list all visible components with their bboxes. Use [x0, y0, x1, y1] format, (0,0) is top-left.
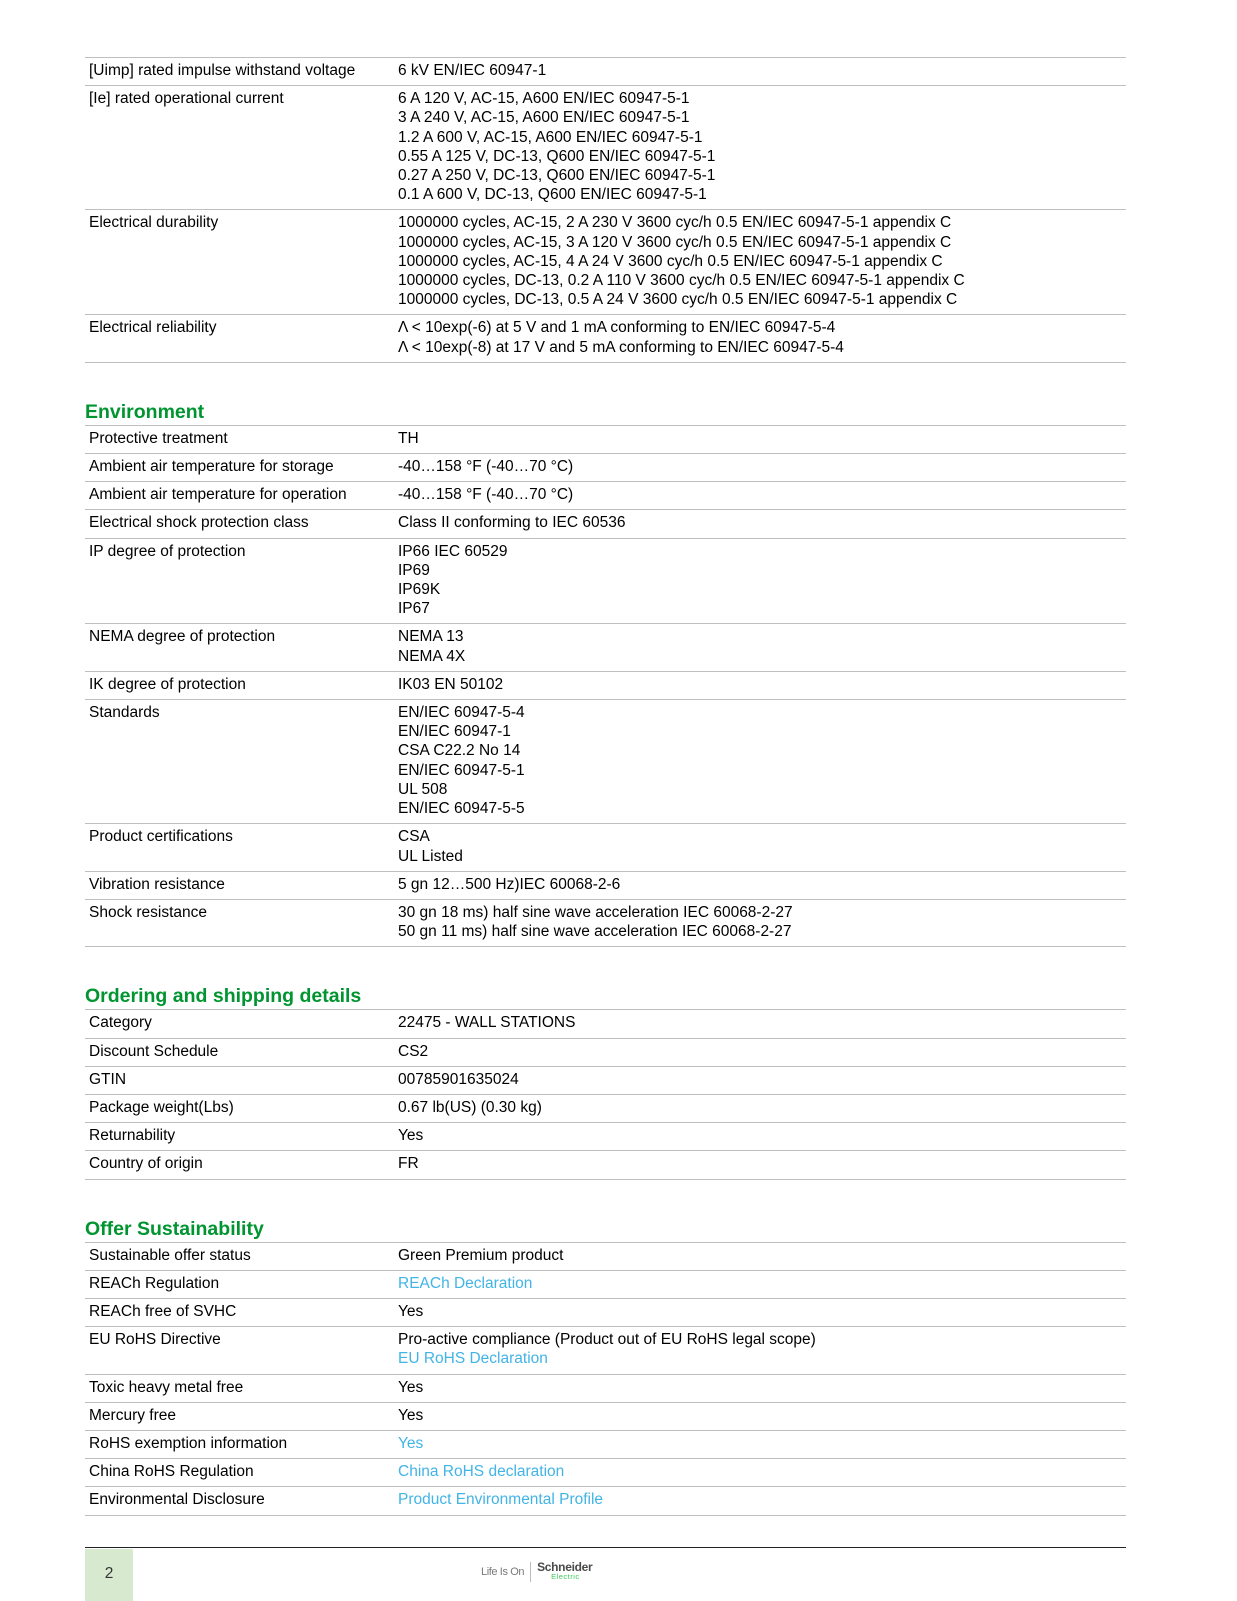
page-footer — [85, 1547, 1126, 1601]
row-label: Electrical shock protection class — [85, 510, 394, 538]
table-row — [85, 1298, 1126, 1326]
row-value — [394, 425, 1126, 453]
brand-logo — [481, 1562, 592, 1582]
value-line: NEMA 13 — [398, 628, 464, 646]
table-row — [85, 1270, 1126, 1298]
row-value — [394, 1038, 1126, 1066]
table-row — [85, 58, 1126, 86]
row-value — [394, 700, 1126, 824]
row-label: RoHS exemption information — [85, 1430, 394, 1458]
table-row — [85, 700, 1126, 824]
value-line: Pro-active compliance (Product out of EU RoHS legal scope) — [398, 1331, 816, 1349]
row-label: Electrical durability — [85, 210, 394, 315]
value-line: Yes — [398, 1378, 424, 1396]
table-row — [85, 1151, 1126, 1179]
row-label: Discount Schedule — [85, 1038, 394, 1066]
spec-table-sustainability — [85, 1242, 1126, 1516]
section-title-ordering: Ordering and shipping details — [85, 985, 362, 1008]
logo-line2: Electric — [551, 1572, 580, 1581]
row-label: Ambient air temperature for operation — [85, 482, 394, 510]
value-line: Yes — [398, 1302, 424, 1320]
value-line: 22475 - WALL STATIONS — [398, 1014, 576, 1032]
table-row — [85, 899, 1126, 946]
value-line: 1.2 A 600 V, AC-15, A600 EN/IEC 60947-5-1 — [398, 128, 703, 146]
row-value — [394, 1487, 1126, 1515]
row-value — [394, 1402, 1126, 1430]
row-label: REACh free of SVHC — [85, 1298, 394, 1326]
value-line: IP66 IEC 60529 — [398, 542, 508, 560]
value-line: EN/IEC 60947-5-4 — [398, 704, 525, 722]
table-row — [85, 86, 1126, 210]
section-title-environment: Environment — [85, 400, 205, 423]
spec-table-top — [85, 57, 1126, 363]
value-line: IP69K — [398, 581, 441, 599]
value-line: 1000000 cycles, AC-15, 3 A 120 V 3600 cyc/h 0.5 EN/IEC 60947-5-1 appendix C — [398, 233, 952, 251]
row-label: Toxic heavy metal free — [85, 1374, 394, 1402]
value-line: CS2 — [398, 1042, 429, 1060]
value-line: IK03 EN 50102 — [398, 675, 504, 693]
row-label: Ambient air temperature for storage — [85, 454, 394, 482]
table-row — [85, 1327, 1126, 1374]
table-row — [85, 1242, 1126, 1270]
value-line: TH — [398, 429, 419, 447]
value-line: EN/IEC 60947-5-1 — [398, 761, 525, 779]
row-value — [394, 86, 1126, 210]
tagline: Life Is On — [481, 1562, 531, 1582]
row-label: EU RoHS Directive — [85, 1327, 394, 1374]
section-title-sustainability: Offer Sustainability — [85, 1217, 264, 1240]
table-row — [85, 1066, 1126, 1094]
row-value — [394, 1242, 1126, 1270]
row-label: NEMA degree of protection — [85, 624, 394, 671]
value-link[interactable]: Yes — [398, 1434, 424, 1452]
table-row — [85, 624, 1126, 671]
row-value — [394, 482, 1126, 510]
value-line: IP67 — [398, 600, 430, 618]
table-row — [85, 824, 1126, 871]
row-value — [394, 1374, 1126, 1402]
table-row — [85, 454, 1126, 482]
row-value — [394, 1151, 1126, 1179]
value-line: 50 gn 11 ms) half sine wave acceleration IEC 60068-2-27 — [398, 923, 792, 941]
schneider-logo — [531, 1562, 592, 1582]
row-label: Vibration resistance — [85, 871, 394, 899]
row-value — [394, 1066, 1126, 1094]
row-value — [394, 824, 1126, 871]
value-line: 30 gn 18 ms) half sine wave acceleration IEC 60068-2-27 — [398, 903, 793, 921]
row-value — [394, 1459, 1126, 1487]
table-row — [85, 671, 1126, 699]
row-value — [394, 899, 1126, 946]
value-line: -40…158 °F (-40…70 °C) — [398, 486, 574, 504]
row-label: Returnability — [85, 1123, 394, 1151]
value-line: CSA — [398, 828, 430, 846]
spec-table-ordering — [85, 1009, 1126, 1179]
value-line: IP69 — [398, 561, 430, 579]
row-label: Country of origin — [85, 1151, 394, 1179]
table-row — [85, 315, 1126, 362]
value-link[interactable]: China RoHS declaration — [398, 1463, 565, 1481]
value-line: EN/IEC 60947-5-5 — [398, 800, 525, 818]
value-link[interactable]: EU RoHS Declaration — [398, 1350, 548, 1368]
row-label: Package weight(Lbs) — [85, 1094, 394, 1122]
table-row — [85, 1038, 1126, 1066]
page-number: 2 — [85, 1549, 133, 1601]
row-label: [Ie] rated operational current — [85, 86, 394, 210]
row-value — [394, 58, 1126, 86]
row-label: Category — [85, 1010, 394, 1038]
table-row — [85, 871, 1126, 899]
table-row — [85, 482, 1126, 510]
value-line: Λ < 10exp(-6) at 5 V and 1 mA conforming to EN/IEC 60947-5-4 — [398, 319, 836, 337]
value-line: 0.55 A 125 V, DC-13, Q600 EN/IEC 60947-5-1 — [398, 147, 716, 165]
value-line: NEMA 4X — [398, 647, 466, 665]
value-line: Yes — [398, 1127, 424, 1145]
value-link[interactable]: REACh Declaration — [398, 1274, 533, 1292]
row-label: Protective treatment — [85, 425, 394, 453]
table-row — [85, 425, 1126, 453]
value-line: FR — [398, 1155, 419, 1173]
row-label: Shock resistance — [85, 899, 394, 946]
value-line: 6 kV EN/IEC 60947-1 — [398, 62, 547, 79]
value-line: UL 508 — [398, 780, 448, 798]
row-label: Environmental Disclosure — [85, 1487, 394, 1515]
row-label: Sustainable offer status — [85, 1242, 394, 1270]
row-label: IP degree of protection — [85, 538, 394, 624]
row-label: Electrical reliability — [85, 315, 394, 362]
table-row — [85, 1487, 1126, 1515]
row-label: China RoHS Regulation — [85, 1459, 394, 1487]
table-row — [85, 538, 1126, 624]
value-line: 1000000 cycles, DC-13, 0.5 A 24 V 3600 cyc/h 0.5 EN/IEC 60947-5-1 appendix C — [398, 291, 958, 309]
value-line: 6 A 120 V, AC-15, A600 EN/IEC 60947-5-1 — [398, 90, 690, 108]
row-value — [394, 871, 1126, 899]
table-row — [85, 1402, 1126, 1430]
row-value — [394, 1430, 1126, 1458]
row-label: Standards — [85, 700, 394, 824]
row-value — [394, 1010, 1126, 1038]
value-line: Green Premium product — [398, 1246, 564, 1264]
table-row — [85, 1010, 1126, 1038]
spec-table-environment — [85, 425, 1126, 947]
table-row — [85, 1374, 1126, 1402]
row-label: REACh Regulation — [85, 1270, 394, 1298]
value-line: 0.27 A 250 V, DC-13, Q600 EN/IEC 60947-5-1 — [398, 167, 716, 185]
table-row — [85, 510, 1126, 538]
value-line: 00785901635024 — [398, 1070, 519, 1088]
logo-line1: Schneider — [537, 1560, 593, 1574]
row-value — [394, 538, 1126, 624]
value-line: CSA C22.2 No 14 — [398, 742, 521, 760]
table-row — [85, 1094, 1126, 1122]
value-line: 1000000 cycles, AC-15, 4 A 24 V 3600 cyc/h 0.5 EN/IEC 60947-5-1 appendix C — [398, 252, 943, 270]
value-line: Λ < 10exp(-8) at 17 V and 5 mA conforming to EN/IEC 60947-5-4 — [398, 338, 844, 356]
value-line: -40…158 °F (-40…70 °C) — [398, 458, 574, 476]
row-value — [394, 1327, 1126, 1374]
table-row — [85, 1430, 1126, 1458]
row-value — [394, 671, 1126, 699]
value-line: EN/IEC 60947-1 — [398, 723, 511, 741]
value-line: Yes — [398, 1406, 424, 1424]
row-value — [394, 1094, 1126, 1122]
value-link[interactable]: Product Environmental Profile — [398, 1491, 604, 1509]
value-line: 1000000 cycles, DC-13, 0.2 A 110 V 3600 cyc/h 0.5 EN/IEC 60947-5-1 appendix C — [398, 272, 965, 290]
row-value — [394, 1123, 1126, 1151]
row-label: Mercury free — [85, 1402, 394, 1430]
row-value — [394, 454, 1126, 482]
row-label: Product certifications — [85, 824, 394, 871]
value-line: 0.1 A 600 V, DC-13, Q600 EN/IEC 60947-5-1 — [398, 186, 707, 204]
row-label: [Uimp] rated impulse withstand voltage — [85, 58, 394, 86]
datasheet-content — [85, 57, 1126, 1516]
row-value — [394, 210, 1126, 315]
value-line: 0.67 lb(US) (0.30 kg) — [398, 1098, 542, 1116]
row-label: GTIN — [85, 1066, 394, 1094]
row-value — [394, 1298, 1126, 1326]
table-row — [85, 1459, 1126, 1487]
value-line: UL Listed — [398, 847, 463, 865]
value-line: 1000000 cycles, AC-15, 2 A 230 V 3600 cyc/h 0.5 EN/IEC 60947-5-1 appendix C — [398, 214, 952, 232]
value-line: 3 A 240 V, AC-15, A600 EN/IEC 60947-5-1 — [398, 109, 690, 127]
row-label: IK degree of protection — [85, 671, 394, 699]
row-value — [394, 624, 1126, 671]
value-line: Class II conforming to IEC 60536 — [398, 514, 626, 532]
row-value — [394, 1270, 1126, 1298]
value-line: 5 gn 12…500 Hz)IEC 60068-2-6 — [398, 875, 621, 893]
table-row — [85, 1123, 1126, 1151]
row-value — [394, 510, 1126, 538]
row-value — [394, 315, 1126, 362]
table-row — [85, 210, 1126, 315]
